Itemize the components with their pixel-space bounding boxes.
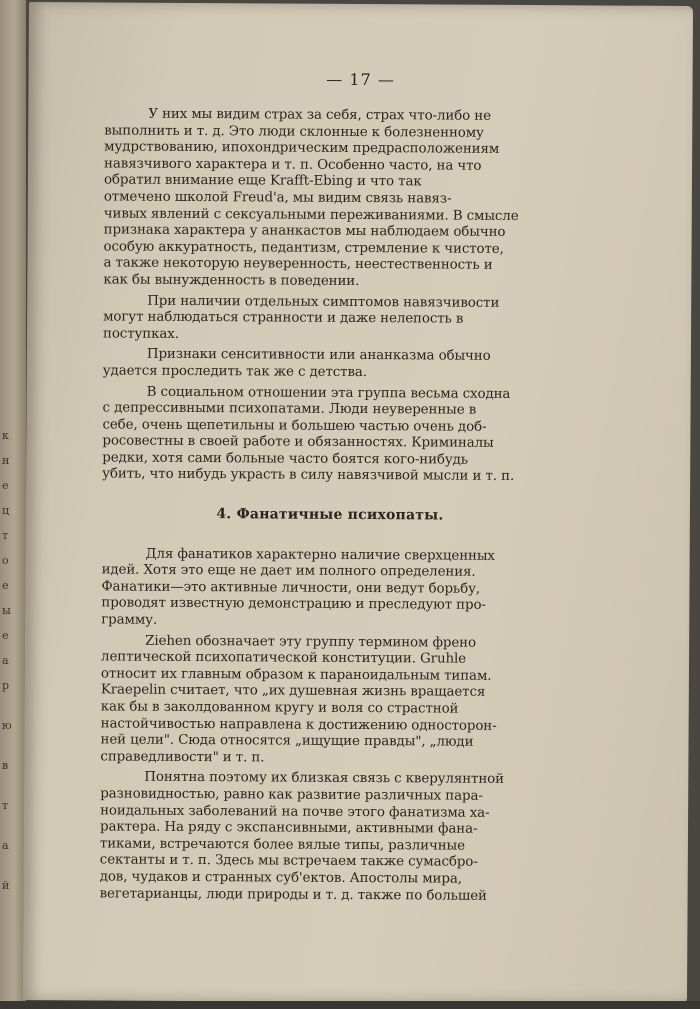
paragraph: [101, 546, 557, 632]
text-line: могут наблюдаться странности и даже нелепость в: [103, 309, 464, 327]
text-line: с депрессивными психопатами. Люди неуверенные в: [102, 400, 477, 418]
margin-fragment: р: [2, 679, 10, 692]
text-line: признака характера у ананкастов мы наблюдаем обычно: [103, 222, 506, 241]
paragraph: [103, 106, 560, 291]
section-heading: 4. Фанатичные психопаты.: [216, 506, 444, 524]
text-line: мудрствованию, ипохондрическим предрасположениям: [104, 139, 500, 158]
text-line: особую аккуратность, педантизм, стремление к чистоте,: [103, 239, 504, 257]
paragraph: [100, 770, 557, 906]
paragraph: [103, 293, 559, 346]
margin-fragment: н: [2, 454, 10, 467]
margin-fragment: а: [2, 654, 9, 667]
previous-page-edge: [0, 0, 26, 1009]
margin-fragment: к: [2, 429, 9, 442]
text-line: относит их главным образом к параноидальным типам.: [100, 666, 492, 684]
text-line: грамму.: [101, 612, 158, 628]
margin-fragment: в: [2, 759, 9, 772]
text-line: редки, хотя сами больные часто боятся кого-нибудь: [102, 450, 469, 468]
page-number: — 17 —: [326, 69, 395, 90]
text-line: как бы вынужденность в поведении.: [103, 272, 360, 289]
paragraph: [103, 347, 559, 383]
text-line: Понятна поэтому их близкая связь с кверулянтной: [144, 770, 505, 788]
margin-fragment: т: [2, 529, 9, 542]
table-surface: [0, 1001, 700, 1009]
margin-fragment: ц: [2, 504, 10, 517]
margin-fragment: е: [2, 479, 9, 492]
text-line: ноидальных заболеваний на почве этого фанатизма ха-: [100, 802, 490, 821]
text-line: Для фанатиков характерно наличие сверхценных: [145, 546, 495, 564]
text-line: Ziehen обозначает эту группу термином френо: [145, 633, 477, 651]
text-line: а также некоторую неуверенность, неестественность и: [103, 255, 493, 274]
text-line: дов, чудаков и странных суб'ектов. Апостолы мира,: [99, 869, 462, 887]
paragraphs-before-heading: [102, 106, 560, 486]
text-line: как бы в заколдованном кругу и воля со страстной: [100, 699, 459, 717]
text-line: У них мы видим страх за себя, страх что-либо не: [148, 106, 491, 124]
text-line: чивых явлений с сексуальными переживаниями. В смысле: [103, 206, 519, 224]
text-line: рактера. На ряду с экспансивными, активными фана-: [99, 819, 478, 837]
text-line: отмечено школой Freud'a, мы видим связь навяз-: [103, 189, 452, 207]
text-line: лептической психопатической конституции. Gruhle: [101, 649, 467, 667]
paragraphs-after-heading: [100, 546, 558, 905]
margin-fragment: ы: [2, 604, 11, 617]
text-line: настойчивостью направлена к достижению односторон-: [100, 716, 497, 734]
text-line: идей. Хотя это еще не дает им полного определения.: [101, 562, 476, 580]
text-line: себе, очень щепетильны и большею частью очень доб-: [102, 417, 487, 435]
text-line: При наличии отдельных симптомов навязчивости: [147, 293, 500, 311]
text-line: проводят известную демонстрацию и преследуют про-: [101, 595, 486, 614]
margin-fragment: е: [2, 629, 9, 642]
margin-fragment: й: [2, 879, 10, 892]
text-line: В социальном отношении эта группа весьма сходна: [146, 384, 511, 402]
text-line: Признаки сенситивности или ананказма обычно: [146, 347, 491, 365]
margin-fragment: ю: [2, 719, 12, 732]
text-line: сектанты и т. п. Здесь мы встречаем также сумасбро-: [99, 852, 478, 871]
book-page: [23, 2, 693, 1004]
margin-fragment: е: [2, 579, 9, 592]
paragraph: [100, 633, 557, 769]
text-line: ней цели". Сюда относятся „ищущие правды", „люди: [100, 732, 474, 750]
paragraph: [102, 384, 559, 486]
text-line: удается проследить так же с детства.: [102, 363, 368, 380]
margin-fragment: а: [2, 839, 9, 852]
text-line: вегетарианцы, люди природы и т. д. также по большей: [99, 885, 487, 904]
text-line: разновидностью, равно как развитие различных пара-: [100, 786, 483, 804]
text-line: поступках.: [102, 326, 179, 342]
text-line: убить, что нибудь украсть в силу навязчивой мысли и т. п.: [102, 466, 515, 485]
margin-fragment: т: [2, 799, 9, 812]
margin-fragment: о: [2, 554, 9, 567]
page-body: [100, 106, 561, 909]
text-line: тиками, встречаются более вялые типы, различные: [99, 836, 465, 854]
text-line: обратил внимание еще Krafft-Ebing и что так: [103, 172, 422, 190]
text-line: Фанатики—это активные личности, они ведут борьбу,: [101, 579, 481, 597]
text-line: росовестны в своей работе и обязанностях. Криминалы: [102, 433, 494, 452]
text-line: выполнить и т. д. Это люди склонные к болезненному: [104, 123, 484, 141]
text-line: Kraepelin считает, что „их душевная жизнь вращается: [100, 682, 486, 701]
text-line: навязчивого характера и т. п. Особенно часто, на что: [104, 156, 482, 174]
text-line: справедливости" и т. п.: [100, 749, 265, 766]
